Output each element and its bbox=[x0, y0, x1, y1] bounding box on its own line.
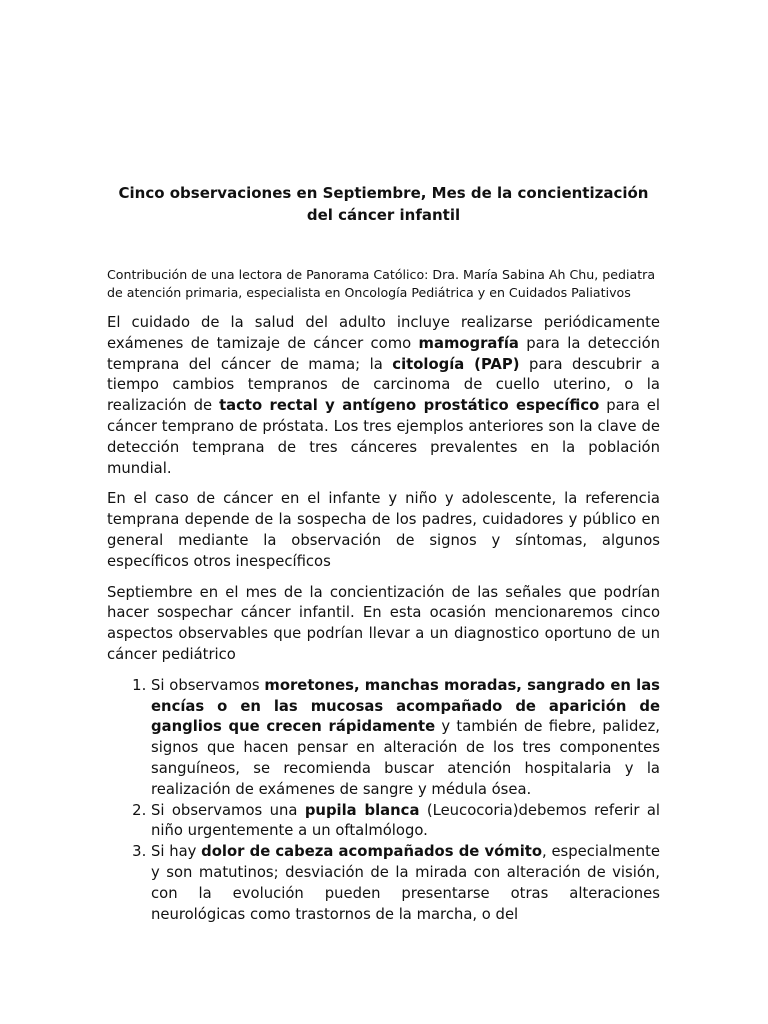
body-paragraph bbox=[107, 489, 660, 572]
body-paragraph bbox=[107, 583, 660, 666]
bold-text: mamografía bbox=[418, 334, 519, 352]
text-run: En el caso de cáncer en el infante y niño y adolescente, la referencia temprana depende de la sospecha de los padres, cuidadores y público en general mediante la observación de signos y síntomas, algunos específicos otros inespecíficos bbox=[107, 490, 660, 570]
text-run: Septiembre en el mes de la concientización de las señales que podrían hacer sospechar cáncer infantil. En esta ocasión mencionaremos cinco aspectos observables que podrían llevar a un diagnostico oportuno de un cáncer pediátrico bbox=[107, 583, 660, 663]
body-paragraph bbox=[107, 313, 660, 479]
document-page bbox=[107, 182, 660, 925]
text-run: para descubrir a tiempo cambios tempranos de carcinoma de cuello uterino, o la realización de bbox=[107, 355, 660, 415]
bold-text: dolor de cabeza acompañados de vómito bbox=[201, 843, 543, 861]
document-title: Cinco observaciones en Septiembre, Mes de la concientización del cáncer infantil bbox=[118, 184, 649, 224]
text-run: Si observamos bbox=[151, 676, 265, 694]
text-run: para la detección temprana del cáncer de mama; la bbox=[107, 334, 660, 373]
text-run: para el cáncer temprano de próstata. Los tres ejemplos anteriores son la clave de detección temprana de tres cánceres prevalentes en la población mundial. bbox=[107, 397, 661, 477]
list-item bbox=[151, 842, 660, 925]
observations-list bbox=[107, 676, 660, 926]
text-run: , especialmente y son matutinos; desviación de la mirada con alteración de visión, con la evolución pueden presentarse otras alteraciones neurológicas como trastornos de la marcha, o del bbox=[151, 843, 660, 923]
text-run: Si hay bbox=[151, 843, 202, 861]
text-run: y también de fiebre, palidez, signos que hacen pensar en alteración de los tres componentes sanguíneos, se recomienda buscar atención hospitalaria y la realización de exámenes de sangre y médula ósea. bbox=[151, 718, 660, 798]
document-byline: Contribución de una lectora de Panorama Católico: Dra. María Sabina Ah Chu, pediatra de atención primaria, especialista en Oncología Pediátrica y en Cuidados Paliativos bbox=[107, 267, 656, 300]
bold-text: pupila blanca bbox=[304, 801, 420, 819]
list-item bbox=[151, 801, 660, 843]
bold-text: tacto rectal y antígeno prostático específico bbox=[219, 397, 600, 415]
list-item bbox=[151, 676, 660, 801]
text-run: El cuidado de la salud del adulto incluye realizarse periódicamente exámenes de tamizaje de cáncer como bbox=[107, 314, 660, 352]
text-run: Si observamos una bbox=[151, 801, 305, 819]
text-run: (Leucocoria)debemos referir al niño urgentemente a un oftalmólogo. bbox=[151, 801, 661, 840]
bold-text: citología (PAP) bbox=[392, 355, 520, 373]
bold-text: moretones, manchas moradas, sangrado en las encías o en las mucosas acompañado de aparición de ganglios que crecen rápidamente bbox=[151, 676, 660, 736]
